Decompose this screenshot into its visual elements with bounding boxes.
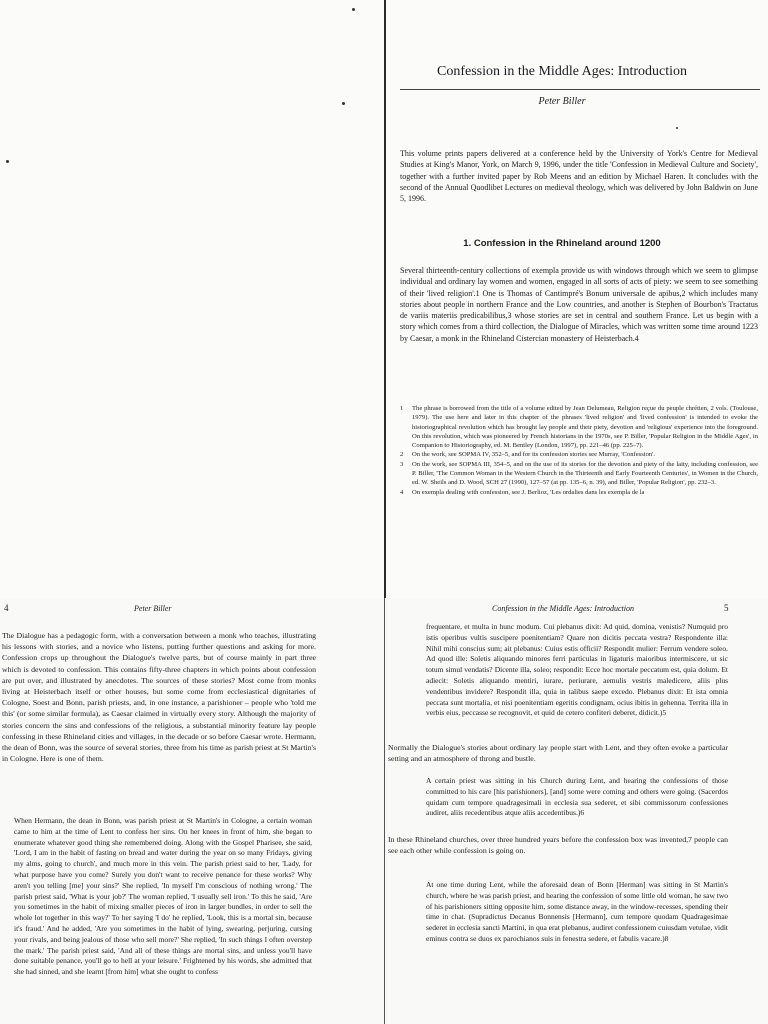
- footnotes-list: [400, 404, 758, 497]
- footnote: 3 On the work, see SOPMA III, 354–5, and on the use of its stories for the devotion and piety of the laity, including confession, see P. Biller, 'The Common Woman in the Western Church in the Thirteenth and Early Fourteenth Centuries', in Women in the Church, ed. W. Sheils and D. Wood, SCH 27 (1990), 127–57 (at pp. 135–6, n. 39), and Biller, 'Popular Religion', pp. 232–3.: [400, 460, 758, 487]
- footnote: 4 On exempla dealing with confession, see J. Berlioz, 'Les ordalies dans les exempla de la: [400, 488, 645, 496]
- title-rule: [400, 89, 760, 90]
- speck-mark: [676, 127, 678, 129]
- chapter-title: Confession in the Middle Ages: Introduction: [436, 64, 688, 79]
- speck-mark: [352, 8, 355, 11]
- chapter-author: Peter Biller: [538, 96, 586, 107]
- bottom-right-page: [386, 598, 768, 1024]
- bottom-left-page: [0, 598, 384, 1024]
- speck-mark: [342, 102, 345, 105]
- footnote: 1 The phrase is borrowed from the title of a volume edited by Jean Delumeau, Religion reçue du peuple chrétien, 2 vols. (Toulouse, 1979). The use here and later in this chapter of the phrases 'lived religion' and 'lived confession' is intended to evoke the historiographical revolution which has brought lay people and their piety, devotion and 'religious' experience into the foreground. On this revolution, which was pioneered by French historians in the 1970s, see P. Biller, 'Popular Religion in the Middle Ages', in Companion to Historiography, ed. M. Bentley (London, 1997), pp. 221–46 (pp. 225–7).: [400, 405, 758, 450]
- page-number: 4: [4, 603, 9, 613]
- body-paragraph: Normally the Dialogue's stories about ordinary lay people start with Lent, and they often evoke a particular setting and an atmosphere of throng and bustle.: [388, 743, 728, 764]
- latin-quote: frequentare, et multa in hunc modum. Cui plebanus dixit: Ad quid, domina, venistis? Numquid pro istis operibus vultis suscipere poenitentiam? Quare non dicitis peccata vestra? Respondente illa: Nihil mihi conscius sum; ait plebanus: Cuius estis officii? Respondit mulier: Ferrum vendere soleo. Ad quod ille: Soletis aliquando minores ferri particulas in ligaturis maioribus intermiscere, ut sic totum simul vendatis? Dicente illa, soleo; respondit: Ecce hoc mortale peccatum est, quia dolum. Et adiecit: Soletis aliquando mentiri, iurare, periurare, aemulis vestris maledicere, aliis plus vendentibus invidere? Respondit illa, quia in talibus saepe excedo. Plebanus dixit: Et ista omnia peccata sunt mortalia, et nisi poenitentiam egeritis condignam, ocius ibitis in gehenna. Territa illa in verbis eius, peccasse se recognovit, et quid de cetero confiteri deberet, didicit.)5: [426, 622, 728, 718]
- body-paragraph: The Dialogue has a pedagogic form, with a conversation between a monk who teaches, illustrating his lessons with stories, and a novice who listens, putting further questions and asking for more. Confession crops up throughout the Dialogue's twelve parts, but of course mainly in part three which is devoted to confession. This contains fifty-three chapters in which points about confession are put over, and illustrated by anecdotes. The sources of these stories? Most come from monks living at Heisterbach itself or other houses, but some come from ecclesiastical dignitaries of Cologne, Soest and Bonn, parish priests, and, in one instance, a parishioner – people who 'told me this' (or some similar formula), as Caesar claimed in virtually every story. Although the majority of stories concern the sins and confessions of the religious, a substantial minority feature lay people confessing in these Rhineland cities and villages, in the decade or so before Caesar wrote. Hermann, the dean of Bonn, was the source of several stories, three from his time as parish priest at St Martin's in Cologne. Here is one of them.: [2, 631, 316, 764]
- block-quote: When Hermann, the dean in Bonn, was parish priest at St Martin's in Cologne, a certain woman came to him at the time of Lent to confess her sins. On her knees in front of him, she began to enumerate whatever good thing she remembered doing. Along with the Gospel Pharisee, she said, 'Lord, I am in the habit of fasting on bread and water during the year on so many Fridays, giving my alms, going to church', and much more in this vein. The parish priest said to her, 'Lady, for what purpose have you come? Surely you don't want to receive penance for these works? Why aren't you telling [me] your sins?' She replied, 'In myself I'm conscious of nothing wrong.' The parish priest said, 'What is your job?' The woman replied, 'I usually sell iron.' To this he said, 'Are you sometimes in the habit of mixing smaller pieces of iron in larger bundles, in order to sell the whole lot together in this way?' To her saying 'I do' he replied, 'Look, this is a mortal sin, because it's fraud.' And he added, 'Are you sometimes in the habit of lying, swearing, perjuring, cursing your rivals, and being jealous of those who sell more?' She replied, 'In such things I often overstep the mark.' The parish priest said, 'And all of these things are mortal sins, and unless you'll have done suitable penance, you'll go to hell at your leisure.' Frightened by his words, she admitted that she had sinned, and she learnt [from him] what she ought to confess: [14, 816, 312, 977]
- block-quote: A certain priest was sitting in his Church during Lent, and hearing the confessions of those committed to his care [his parishioners], [and] some were coming and others were going. (Sacerdos quidam cum tempore quadragesimali in ecclesia sua sederet, et sibi commissorum confessiones audiret, aliis recedentibus atque aliis accedentibus.)6: [426, 776, 728, 818]
- page-gutter: [384, 598, 385, 1024]
- intro-paragraph: This volume prints papers delivered at a conference held by the University of York's Centre for Medieval Studies at King's Manor, York, on March 9, 1996, under the title 'Confession in Medieval Culture and Society', together with a further invited paper by Rob Meens and an edition by Michael Haren. It concludes with the second of the Annual Quodlibet Lectures on medieval theology, which was delivered by John Baldwin on June 5, 1996.: [400, 149, 758, 204]
- top-right-page: [386, 0, 768, 598]
- block-quote: At one time during Lent, while the aforesaid dean of Bonn [Herman] was sitting in St Martin's church, where he was parish priest, and hearing the confession of some little old woman, he saw two of his parishioners sitting opposite him, some distance away, in the window-recesses, spending their time in chat. (Supradictus Decanus Bonnensis [Hermann], cum tempore quodam Quadragesimae sederet in ecclesia sancti Martini, in qua erat plebanus, audiret confessionem cuiusdam vetulae, vidit eminus contra se duos ex parochianos suis in fenestra sedere, et fabulis vacare.)8: [426, 880, 728, 943]
- speck-mark: [6, 160, 9, 163]
- bottom-spread: [0, 598, 768, 1024]
- page-number: 5: [724, 603, 729, 613]
- running-head: Confession in the Middle Ages: Introduction: [492, 604, 634, 613]
- top-left-page-blank: [0, 0, 384, 598]
- body-paragraph: In these Rhineland churches, over three hundred years before the confession box was invented,7 people can see each other while confession is going on.: [388, 835, 728, 856]
- footnote: 2 On the work, see SOPMA IV, 352–5, and for its confession stories see Murray, 'Confession'.: [400, 451, 656, 459]
- section-paragraph: Several thirteenth-century collections of exempla provide us with windows through which we seem to glimpse individual and ordinary lay women and women, engaged in all sorts of acts of piety: we seem to see something of their 'lived religion'.1 One is Thomas of Cantimpré's Bonum universale de apibus,2 which includes many stories about people in northern France and the Low countries, and another is Stephen of Bourbon's Tractatus de variis materiis predicabilibus,3 whose stories are set in central and southern France. Let us begin with a story which comes from a third collection, the Dialogue of Miracles, which was written some time around 1223 by Caesar, a monk in the Rhineland Cistercian monastery of Heisterbach.4: [400, 266, 758, 343]
- section-heading: 1. Confession in the Rhineland around 1200: [463, 238, 661, 249]
- running-head: Peter Biller: [134, 604, 172, 613]
